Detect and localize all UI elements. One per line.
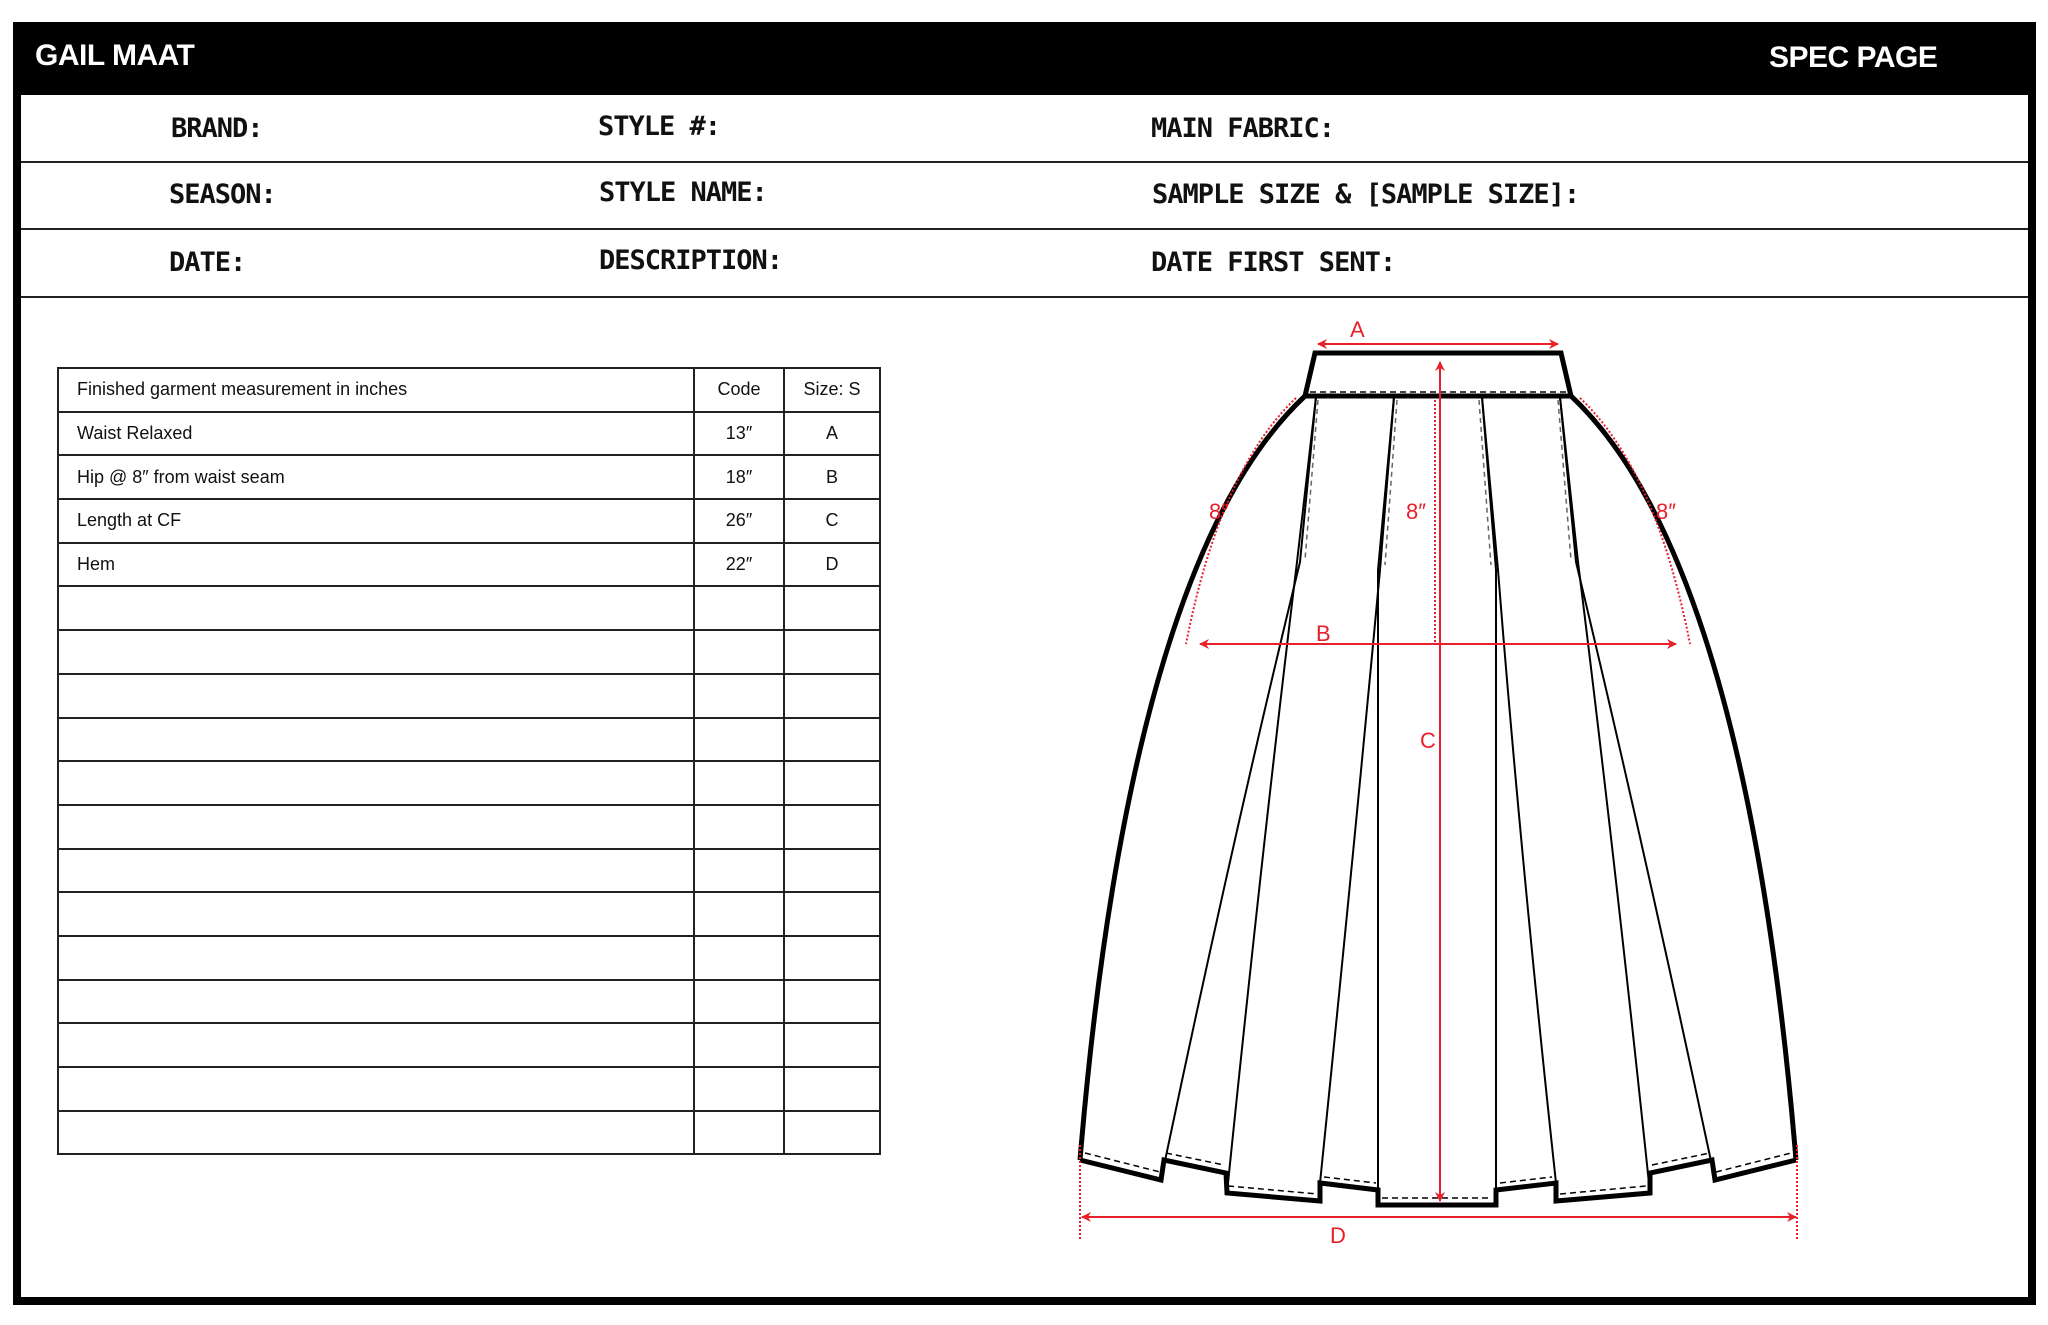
measurement-name[interactable]: Length at CF <box>58 499 694 543</box>
measurement-size[interactable]: A <box>784 412 880 456</box>
measurement-name[interactable]: Waist Relaxed <box>58 412 694 456</box>
skirt-silhouette <box>1080 396 1796 1205</box>
measurement-size[interactable]: D <box>784 543 880 587</box>
label-d: D <box>1330 1223 1346 1248</box>
measurement-code[interactable]: 18″ <box>694 455 784 499</box>
measurement-code[interactable]: 13″ <box>694 412 784 456</box>
main-fabric-field-label: MAIN FABRIC: <box>1151 113 1335 144</box>
brand-field-label: BRAND: <box>171 113 263 144</box>
column-header-code: Code <box>694 368 784 412</box>
measurement-name[interactable]: Hip @ 8″ from waist seam <box>58 455 694 499</box>
pleat-lines <box>1161 397 1715 1193</box>
measurement-code[interactable]: 22″ <box>694 543 784 587</box>
sample-size-field-label: SAMPLE SIZE & [SAMPLE SIZE]: <box>1152 179 1580 210</box>
waistband-outline <box>1305 353 1571 396</box>
season-field-label: SEASON: <box>169 179 276 210</box>
style-number-field-label: STYLE #: <box>598 111 721 142</box>
brand-name: GAIL MAAT <box>35 39 195 72</box>
label-left-hip-depth: 8″ <box>1209 499 1230 524</box>
measurement-annotations <box>1080 344 1797 1240</box>
label-c: C <box>1420 728 1436 753</box>
measurement-code[interactable]: 26″ <box>694 499 784 543</box>
column-header-measurement: Finished garment measurement in inches <box>58 368 694 412</box>
label-center-hip-depth: 8″ <box>1406 499 1427 524</box>
column-header-size: Size: S <box>784 368 880 412</box>
date-first-sent-field-label: DATE FIRST SENT: <box>1151 247 1396 278</box>
measurement-size[interactable]: C <box>784 499 880 543</box>
page-type-label: SPEC PAGE <box>1769 41 1938 74</box>
label-a: A <box>1350 317 1365 342</box>
description-field-label: DESCRIPTION: <box>599 245 783 276</box>
label-b: B <box>1316 621 1331 646</box>
style-name-field-label: STYLE NAME: <box>599 177 767 208</box>
measurement-size[interactable]: B <box>784 455 880 499</box>
label-right-hip-depth: 8″ <box>1656 499 1677 524</box>
date-field-label: DATE: <box>169 247 246 278</box>
measurement-name[interactable]: Hem <box>58 543 694 587</box>
